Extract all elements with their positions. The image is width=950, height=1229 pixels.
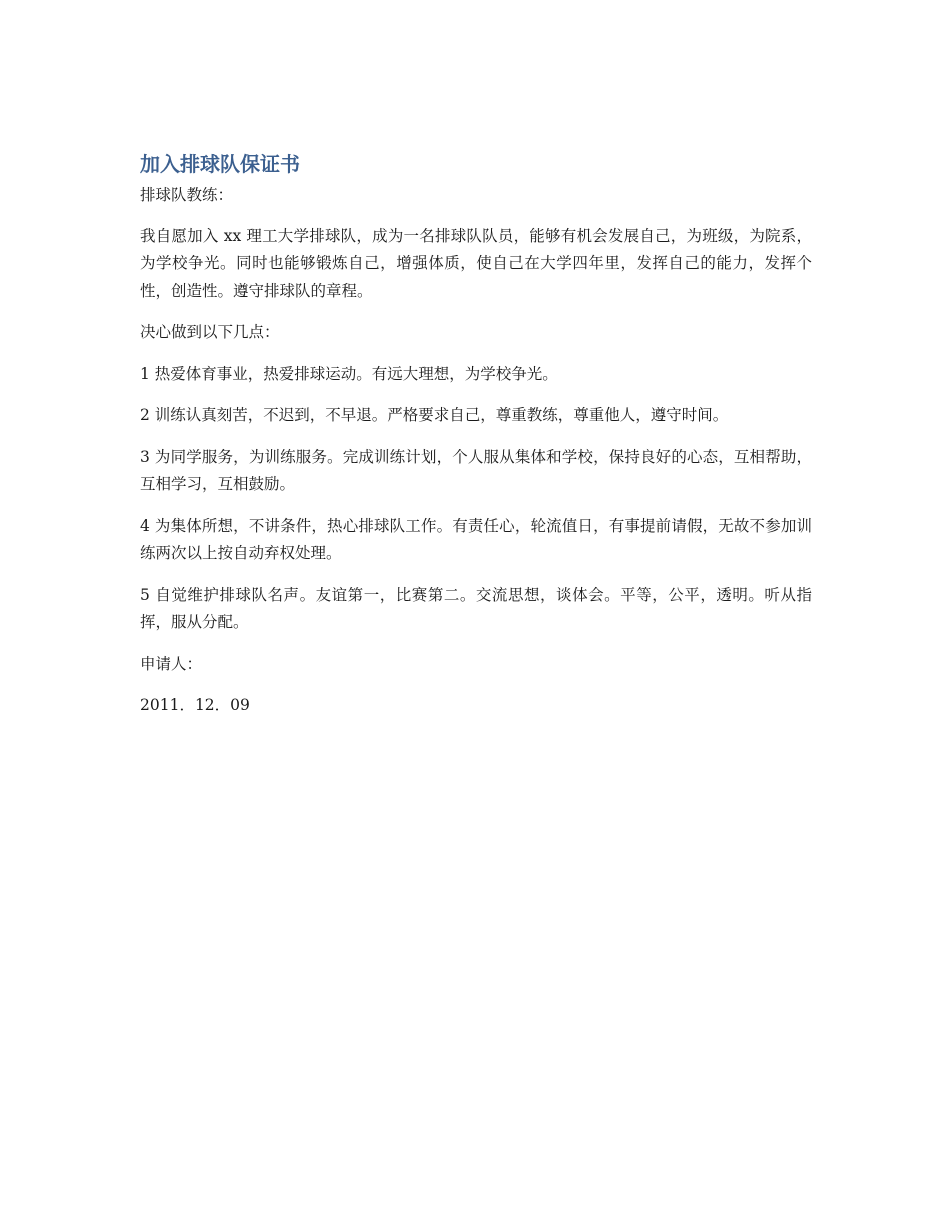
resolve-heading: 决心做到以下几点： (140, 323, 280, 341)
point-3: 3 为同学服务，为训练服务。完成训练计划，个人服从集体和学校，保持良好的心态，互相帮助，互相学习，互相鼓励。 (140, 447, 812, 493)
point-2: 2 训练认真刻苦，不迟到，不早退。严格要求自己，尊重教练，尊重他人，遵守时间。 (140, 406, 729, 424)
document-page (140, 150, 812, 734)
document-date: 2011．12．09 (140, 696, 250, 714)
applicant-label: 申请人： (140, 654, 203, 673)
salutation: 排球队教练： (140, 186, 234, 204)
point-5: 5 自觉维护排球队名声。友谊第一，比赛第二。交流思想，谈体会。平等，公平，透明。听从指挥，服从分配。 (140, 585, 812, 631)
point-4: 4 为集体所想，不讲条件，热心排球队工作。有责任心，轮流值日，有事提前请假，无故不参加训练两次以上按自动弃权处理。 (140, 516, 812, 562)
intro-paragraph: 我自愿加入 xx 理工大学排球队，成为一名排球队队员，能够有机会发展自己，为班级，为院系，为学校争光。同时也能够锻炼自己，增强体质，使自己在大学四年里，发挥自己的能力，发挥个性，创造性。遵守排球队的章程。 (140, 226, 812, 300)
point-1: 1 热爱体育事业，热爱排球运动。有远大理想，为学校争光。 (140, 364, 558, 383)
document-title: 加入排球队保证书 (140, 152, 300, 176)
